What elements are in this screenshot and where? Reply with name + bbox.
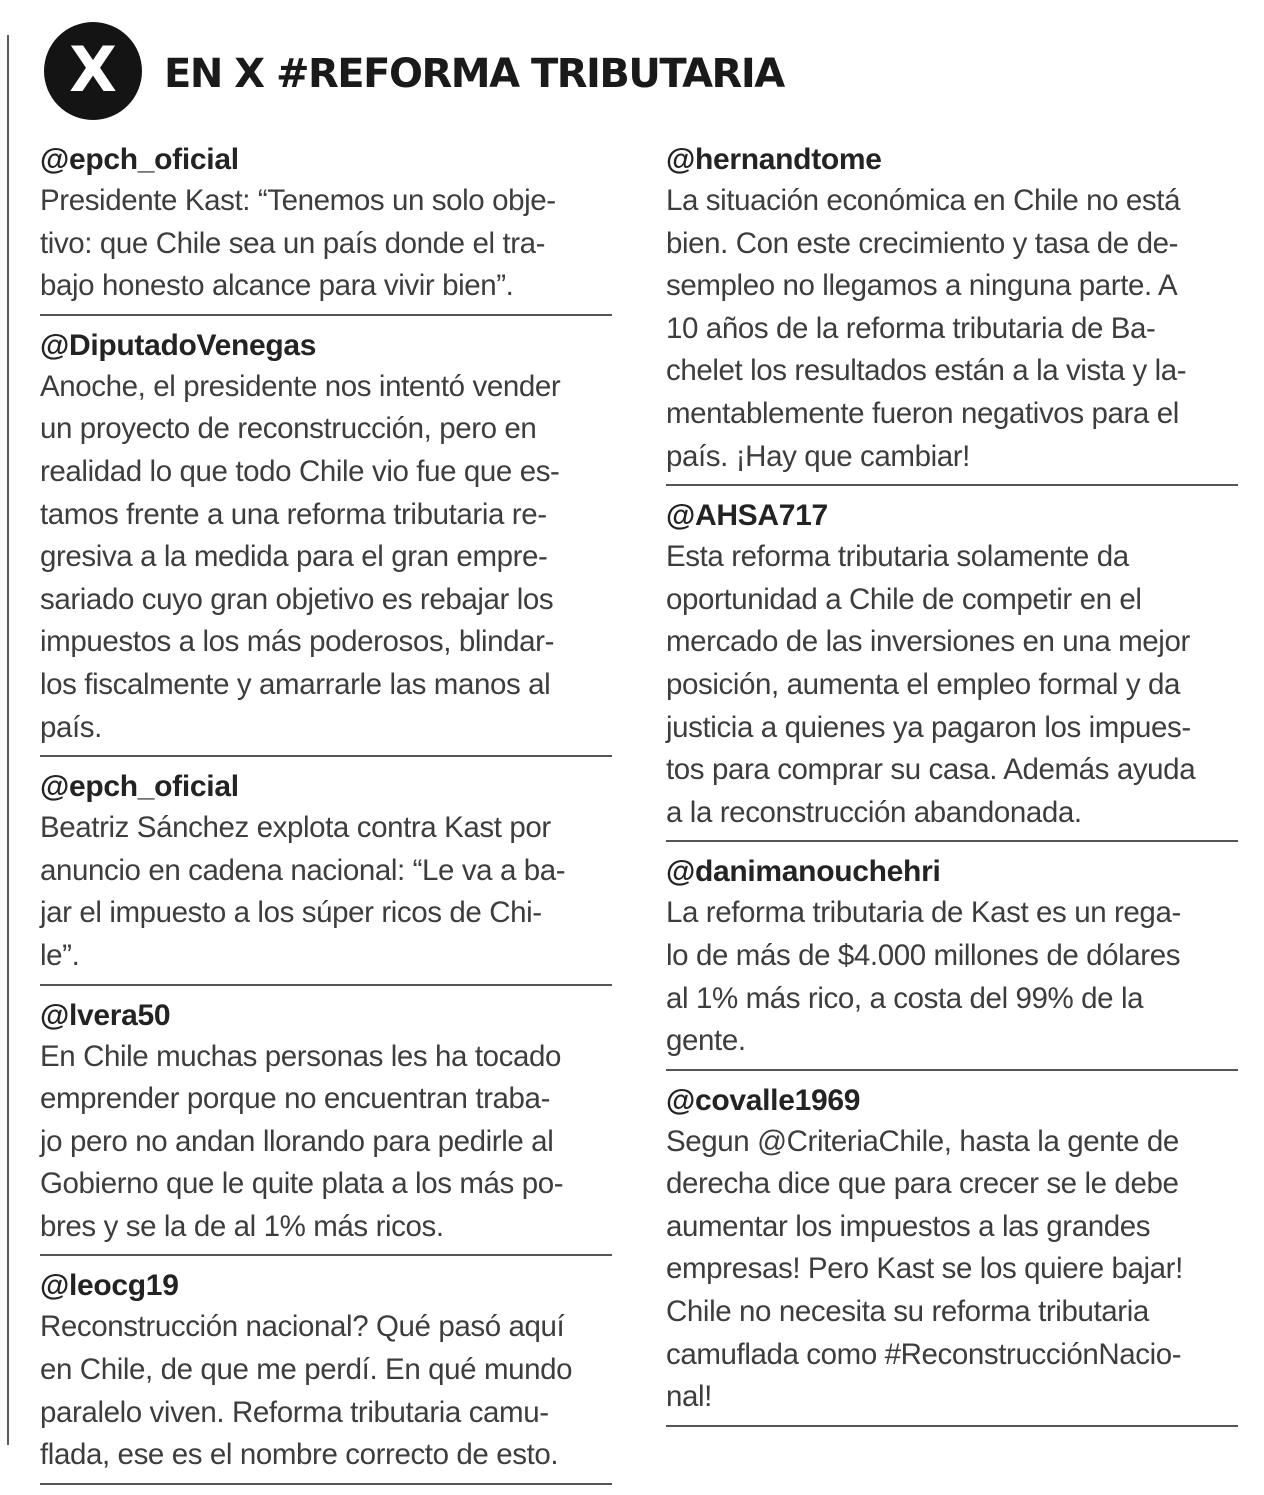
post-text-line: oportunidad a Chile de competir en el (666, 582, 1142, 616)
post-text-line: posición, aumenta el empleo formal y da (666, 667, 1181, 701)
post-text-line: bien. Con este crecimiento y tasa de de- (666, 226, 1179, 260)
post-text-line: Anoche, el presidente nos intentó vender (40, 369, 561, 403)
post-handle: @epch_oficial (40, 770, 239, 804)
post (40, 140, 612, 316)
post-text-line: país. ¡Hay que cambiar! (666, 439, 970, 473)
post-handle: @danimanouchehri (666, 855, 941, 889)
post-text-line: La reforma tributaria de Kast es un rega- (666, 896, 1181, 930)
post-text-line: paralelo viven. Reforma tributaria camu- (40, 1395, 549, 1429)
post (40, 326, 612, 757)
post-text-line: justicia a quienes ya pagaron los impues- (666, 710, 1191, 744)
post-handle: @DiputadoVenegas (40, 328, 317, 362)
post-text-line: anuncio en cadena nacional: “Le va a ba- (40, 853, 566, 887)
post-text-line: le”. (40, 938, 80, 972)
post-text-line: derecha dice que para crecer se le debe (666, 1167, 1179, 1201)
post-text (666, 536, 1238, 834)
post-text-line: Presidente Kast: “Tenemos un solo obje- (40, 184, 556, 217)
post-handle: @AHSA717 (666, 499, 828, 533)
post-handle: @hernandtome (666, 143, 882, 176)
post-handle: @covalle1969 (666, 1083, 861, 1117)
post-text-line: gente. (666, 1024, 746, 1058)
post-text-line: Reconstrucción nacional? Qué pasó aquí (40, 1310, 565, 1344)
post-text-line: un proyecto de reconstrucción, pero en (40, 412, 537, 446)
post-text-line: tos para comprar su casa. Además ayuda (666, 753, 1196, 787)
post (666, 496, 1238, 842)
post (666, 1081, 1238, 1427)
post-text-line: a la reconstrucción abandonada. (666, 795, 1082, 829)
column-rule (7, 35, 9, 1445)
x-logo-icon: X (44, 22, 142, 120)
post (40, 767, 612, 985)
post (40, 1266, 612, 1484)
post-handle: @leocg19 (40, 1269, 179, 1303)
post-text-line: impuestos a los más poderosos, blindar- (40, 625, 555, 659)
post-text-line: Segun @CriteriaChile, hasta la gente de (666, 1124, 1179, 1158)
post-text-line: bres y se la de al 1% más ricos. (40, 1209, 444, 1243)
post-text-line: sempleo no llegamos a ninguna parte. A (666, 269, 1178, 303)
post-text-line: sariado cuyo gran objetivo es rebajar los (40, 582, 554, 616)
post-text-line: camuflada como #ReconstrucciónNacio- (666, 1337, 1182, 1371)
post-text-line: 10 años de la reforma tributaria de Ba- (666, 311, 1156, 345)
post-text-line: nal! (666, 1380, 712, 1414)
post-text-line: Chile no necesita su reforma tributaria (666, 1295, 1149, 1329)
post-handle: @lvera50 (40, 998, 171, 1032)
post-text-line: Gobierno que le quite plata a los más po- (40, 1167, 564, 1201)
post (666, 140, 1238, 486)
post-text-line: lo de más de $4.000 millones de dólares (666, 938, 1181, 972)
post-text-line: La situación económica en Chile no está (666, 184, 1181, 217)
post-text (666, 892, 1238, 1062)
post-text-line: En Chile muchas personas les ha tocado (40, 1039, 562, 1073)
post-text-line: gresiva a la medida para el gran empre- (40, 540, 548, 574)
post-text (40, 180, 612, 308)
post-text-line: en Chile, de que me perdí. En qué mundo (40, 1353, 573, 1387)
post-text-line: flada, ese es el nombre correcto de esto. (40, 1438, 559, 1472)
post-text-line: empresas! Pero Kast se los quiere bajar! (666, 1252, 1183, 1286)
post-text (40, 807, 612, 977)
post-text-line: tamos frente a una reforma tributaria re- (40, 497, 547, 531)
post-text-line: mercado de las inversiones en una mejor (666, 625, 1190, 659)
post-text (40, 1036, 612, 1249)
section-title: EN X #REFORMA TRIBUTARIA (164, 51, 784, 97)
post-handle: @epch_oficial (40, 143, 239, 176)
post-text-line: aumentar los impuestos a las grandes (666, 1209, 1151, 1243)
post (40, 996, 612, 1257)
post (666, 852, 1238, 1070)
post-text-line: bajo honesto alcance para vivir bien”. (40, 269, 514, 303)
post-text-line: al 1% más rico, a costa del 99% de la (666, 981, 1144, 1015)
post-text (40, 366, 612, 749)
post-text-line: realidad lo que todo Chile vio fue que es- (40, 454, 560, 488)
left-column (40, 140, 612, 1495)
post-text-line: mentablemente fueron negativos para el (666, 396, 1179, 430)
post-text-line: jar el impuesto a los súper ricos de Chi- (40, 896, 542, 930)
right-column (666, 140, 1238, 1437)
post-text (666, 180, 1238, 478)
post-text-line: los fiscalmente y amarrarle las manos al (40, 667, 551, 701)
post-text-line: Esta reforma tributaria solamente da (666, 540, 1129, 574)
post-text-line: emprender porque no encuentran traba- (40, 1082, 550, 1116)
post-text-line: jo pero no andan llorando para pedirle al (40, 1124, 554, 1158)
post-text-line: país. (40, 710, 102, 744)
post-text (666, 1121, 1238, 1419)
post-text-line: chelet los resultados están a la vista y la- (666, 354, 1187, 388)
post-text-line: tivo: que Chile sea un país donde el tra- (40, 226, 546, 260)
post-text-line: Beatriz Sánchez explota contra Kast por (40, 811, 551, 845)
post-text (40, 1306, 612, 1476)
